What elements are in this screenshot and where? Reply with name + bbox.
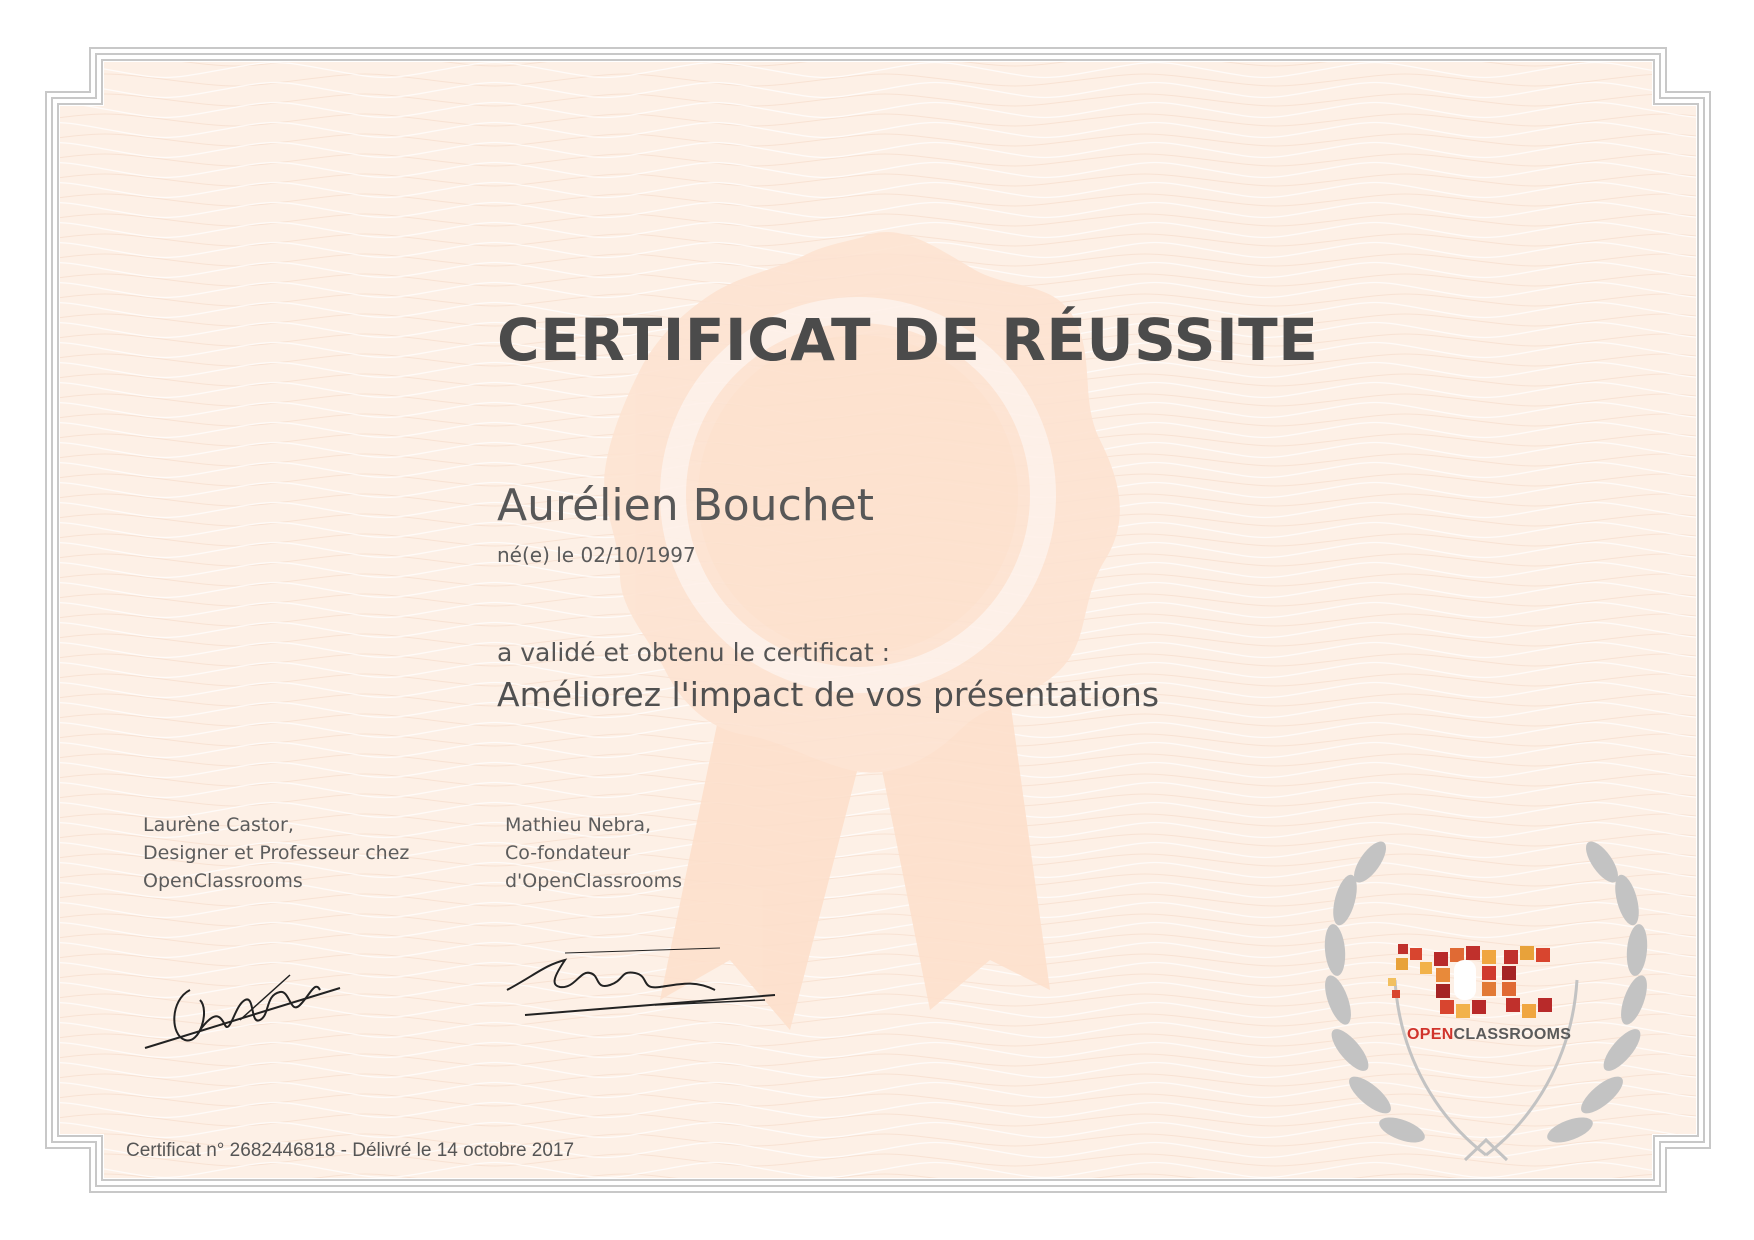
certificate-footer bbox=[126, 1140, 574, 1162]
footer-separator: - bbox=[335, 1140, 353, 1161]
validation-statement: a validé et obtenu le certificat : bbox=[497, 638, 890, 667]
signatory-company: OpenClassrooms bbox=[143, 870, 303, 892]
signatory-2 bbox=[505, 811, 745, 895]
signature-1 bbox=[140, 950, 350, 1050]
signature-2 bbox=[505, 945, 785, 1025]
certificate-number: Certificat n° 2682446818 bbox=[126, 1140, 336, 1161]
openclassrooms-wordmark bbox=[1407, 1026, 1571, 1044]
signatory-name: Mathieu Nebra, bbox=[505, 814, 652, 836]
signatory-company: d'OpenClassrooms bbox=[505, 870, 683, 892]
certificate-title: CERTIFICAT DE RÉUSSITE bbox=[497, 306, 1319, 374]
signatory-role: Designer et Professeur chez bbox=[143, 842, 410, 864]
signatory-name: Laurène Castor, bbox=[143, 814, 294, 836]
course-title: Améliorez l'impact de vos présentations bbox=[497, 675, 1160, 714]
birth-date: né(e) le 02/10/1997 bbox=[497, 543, 696, 567]
wordmark-open: OPEN bbox=[1407, 1026, 1454, 1043]
delivery-date: Délivré le 14 octobre 2017 bbox=[352, 1140, 575, 1161]
signatory-1 bbox=[143, 811, 443, 895]
signatory-role: Co-fondateur bbox=[505, 842, 631, 864]
recipient-name: Aurélien Bouchet bbox=[497, 480, 874, 531]
wordmark-classrooms: CLASSROOMS bbox=[1453, 1026, 1572, 1043]
